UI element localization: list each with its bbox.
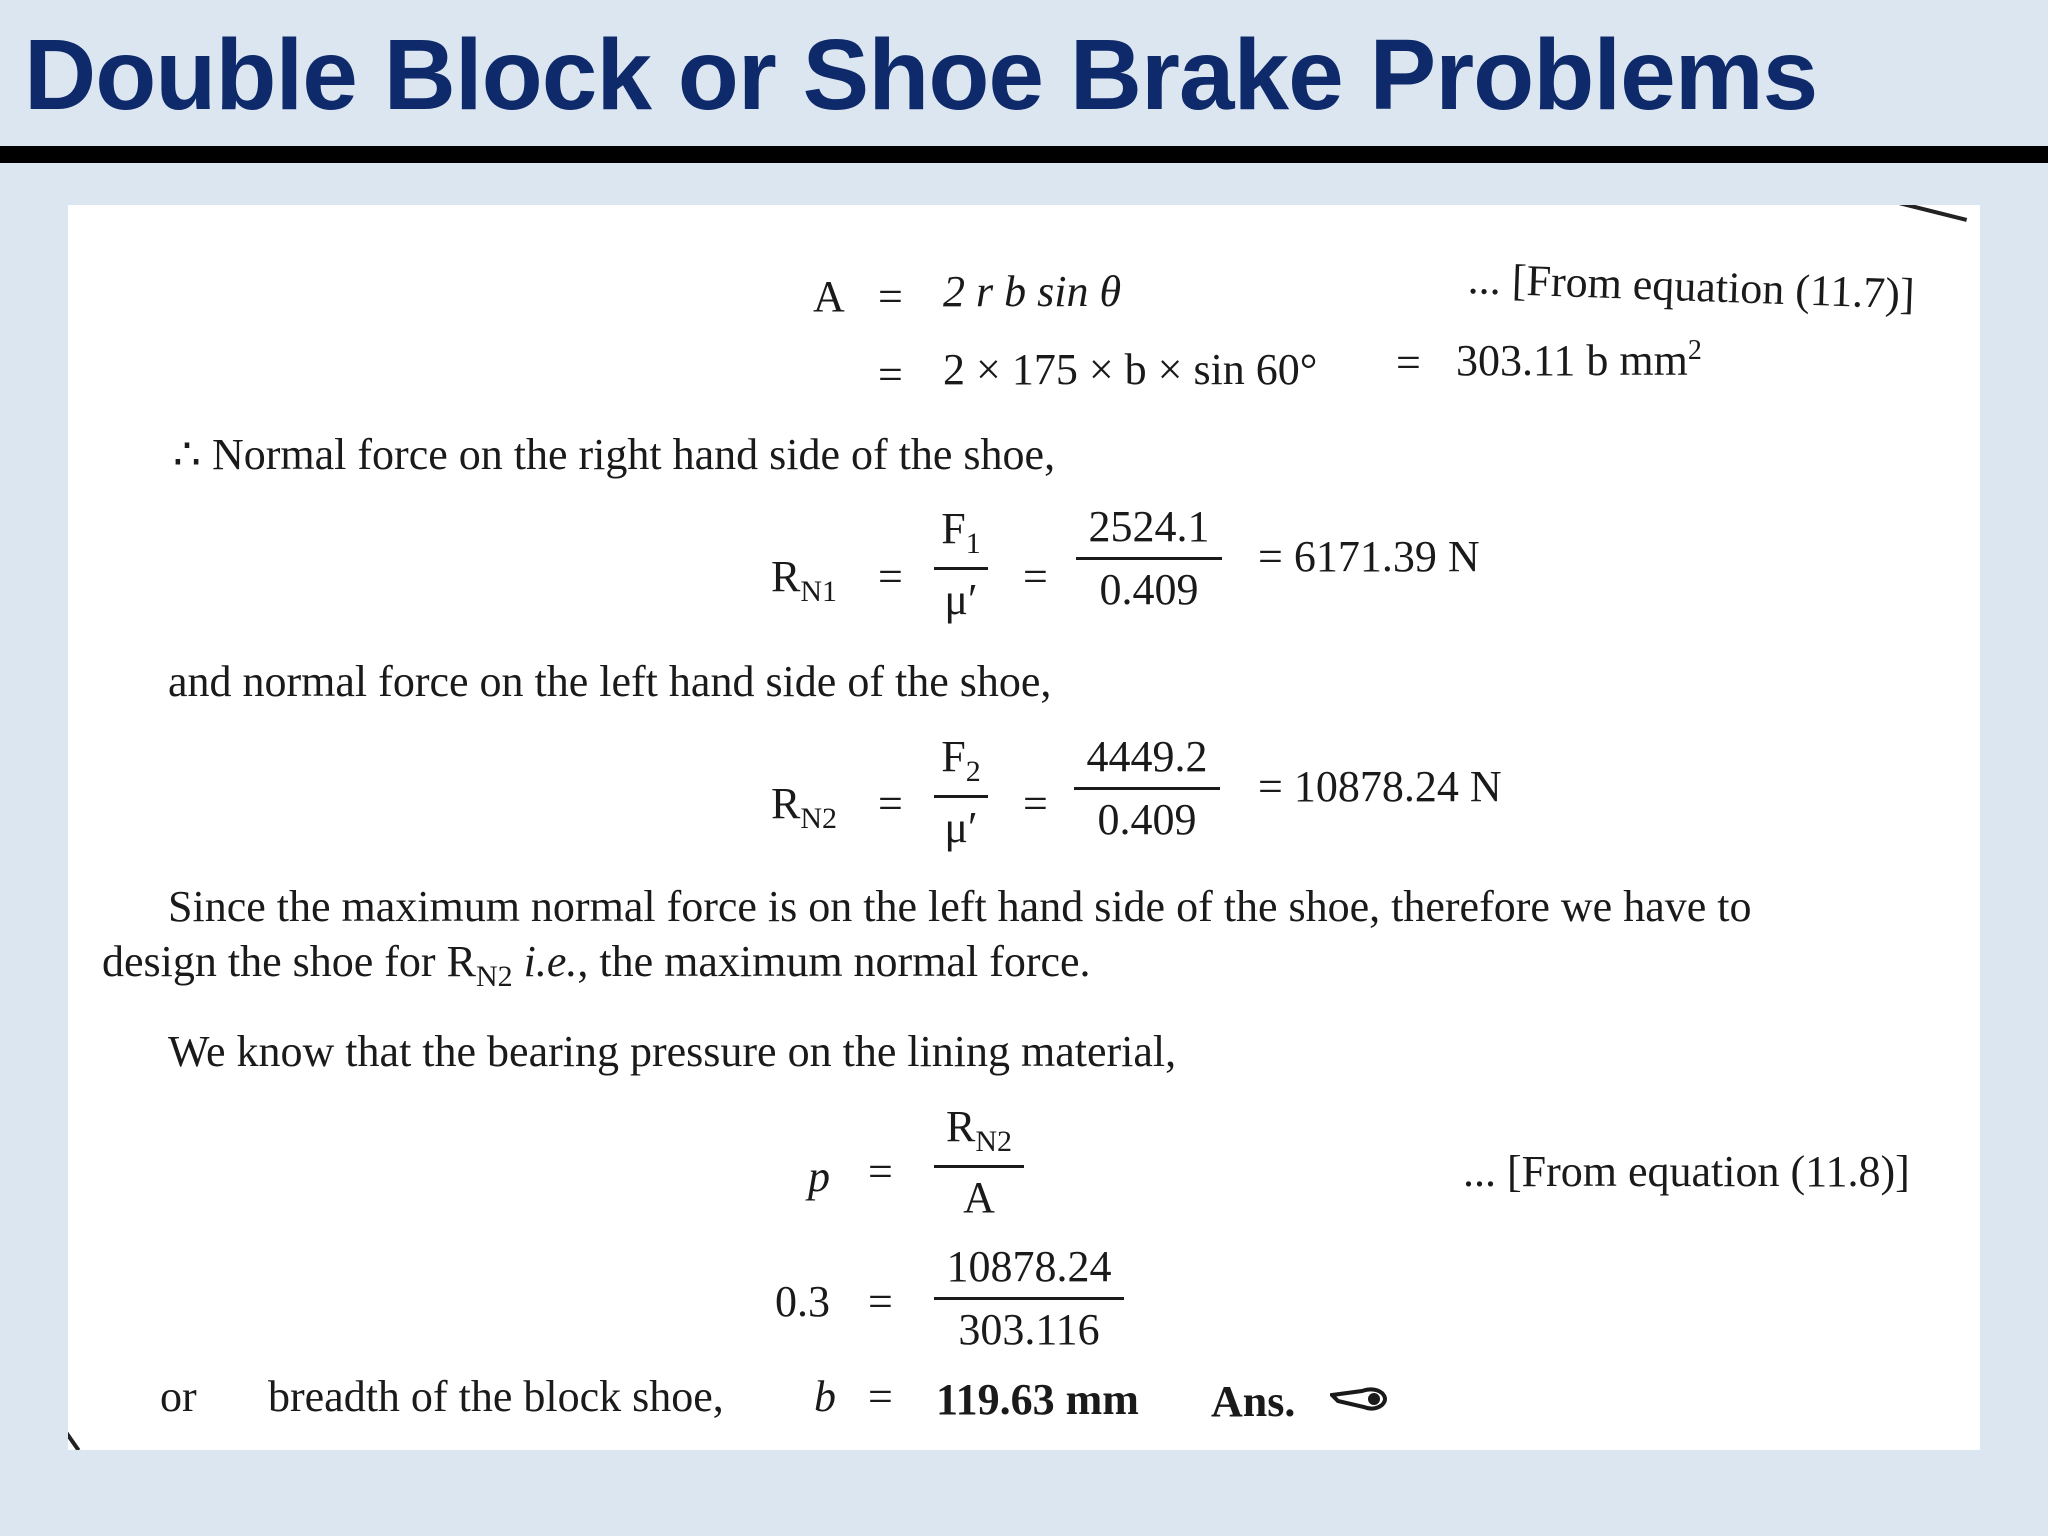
rn1-letter: R (771, 552, 801, 601)
rn2-subscript: N2 (800, 802, 838, 835)
equals-sign: = (878, 779, 903, 828)
fraction-numerator (934, 1102, 1024, 1168)
area-result-value: 303.11 b mm (1456, 336, 1688, 385)
rn1-fraction-numeric (1076, 502, 1222, 614)
rn2-symbol (771, 779, 838, 835)
equals-sign: = (1023, 552, 1048, 601)
slide-title: Double Block or Shoe Brake Problems (24, 19, 1818, 131)
equals-sign: = (1023, 779, 1048, 828)
normal-force-right-text: ∴ Normal force on the right hand side of the shoe, (173, 430, 1056, 479)
since-line-1: Since the maximum normal force is on the left hand side of the shoe, therefore we have to (168, 882, 1752, 931)
rn1-result: = 6171.39 N (1258, 532, 1480, 581)
scan-artifact-line (1879, 205, 1967, 222)
rn1-subscript: N1 (800, 575, 838, 608)
or-word: or (160, 1372, 197, 1421)
area-result-exponent: 2 (1687, 335, 1702, 366)
ie-abbreviation: i.e. (523, 937, 578, 986)
area-formula: 2 r b sin θ (943, 267, 1122, 316)
fraction-denominator: A (963, 1173, 995, 1222)
fraction-denominator: μ′ (944, 803, 978, 852)
fraction-numerator: 10878.24 (934, 1245, 1124, 1300)
answer-text: breadth of the block shoe, (268, 1372, 724, 1421)
since-line-2-end: , the maximum normal force. (577, 937, 1091, 986)
answer-value: 119.63 mm (936, 1375, 1139, 1424)
fraction-numerator (934, 732, 988, 798)
equals-sign: = (878, 272, 903, 321)
area-substitution: 2 × 175 × b × sin 60° (943, 345, 1318, 394)
answer-label: Ans. (1211, 1377, 1296, 1426)
area-result (1456, 337, 1702, 383)
equals-sign: = (868, 1372, 893, 1421)
equation-reference-11-8: ... [From equation (11.8)] (1463, 1147, 1910, 1196)
force-f1-subscript: 1 (965, 527, 981, 560)
pressure-value: 0.3 (775, 1277, 830, 1326)
rn2-subscript: N2 (975, 1125, 1013, 1158)
equals-sign: = (868, 1147, 893, 1196)
force-f2: F (941, 732, 966, 781)
equals-sign: = (868, 1277, 893, 1326)
fraction-denominator: 303.116 (958, 1305, 1100, 1354)
force-f1: F (941, 504, 966, 553)
equals-sign: = (878, 552, 903, 601)
fraction-denominator: μ′ (944, 575, 978, 624)
fraction-numerator (934, 504, 988, 570)
equation-reference-11-7: ... [From equation (11.7)] (1467, 254, 1916, 319)
scanned-page (68, 205, 1980, 1450)
rn2-result: = 10878.24 N (1258, 762, 1502, 811)
pressure-fraction (934, 1102, 1024, 1222)
rn1-symbol (771, 552, 838, 608)
breadth-symbol: b (814, 1372, 836, 1421)
rn2-subscript-inline: N2 (475, 960, 513, 993)
rn2-letter: R (945, 1102, 976, 1151)
pressure-symbol: p (808, 1152, 830, 1201)
bearing-pressure-text: We know that the bearing pressure on the lining material, (168, 1027, 1177, 1076)
pointing-hand-icon (1330, 1377, 1390, 1422)
since-line-2-start: design the shoe for R (102, 937, 476, 986)
equals-sign: = (878, 350, 903, 399)
rn2-fraction-symbolic (934, 732, 988, 852)
scan-artifact-line (68, 1425, 80, 1450)
rn1-fraction-symbolic (934, 504, 988, 624)
fraction-denominator: 0.409 (1097, 795, 1197, 844)
value-fraction (934, 1242, 1124, 1354)
title-underline (0, 146, 2048, 163)
rn2-fraction-numeric (1074, 732, 1220, 844)
area-lhs: A (813, 272, 845, 321)
fraction-denominator: 0.409 (1099, 565, 1199, 614)
normal-force-left-text: and normal force on the left hand side of the shoe, (168, 657, 1052, 706)
force-f2-subscript: 2 (965, 755, 981, 788)
fraction-numerator: 4449.2 (1074, 735, 1220, 790)
equals-sign: = (1396, 338, 1421, 387)
since-line-2 (102, 937, 1091, 993)
fraction-numerator: 2524.1 (1076, 505, 1222, 560)
rn2-letter: R (771, 779, 801, 828)
